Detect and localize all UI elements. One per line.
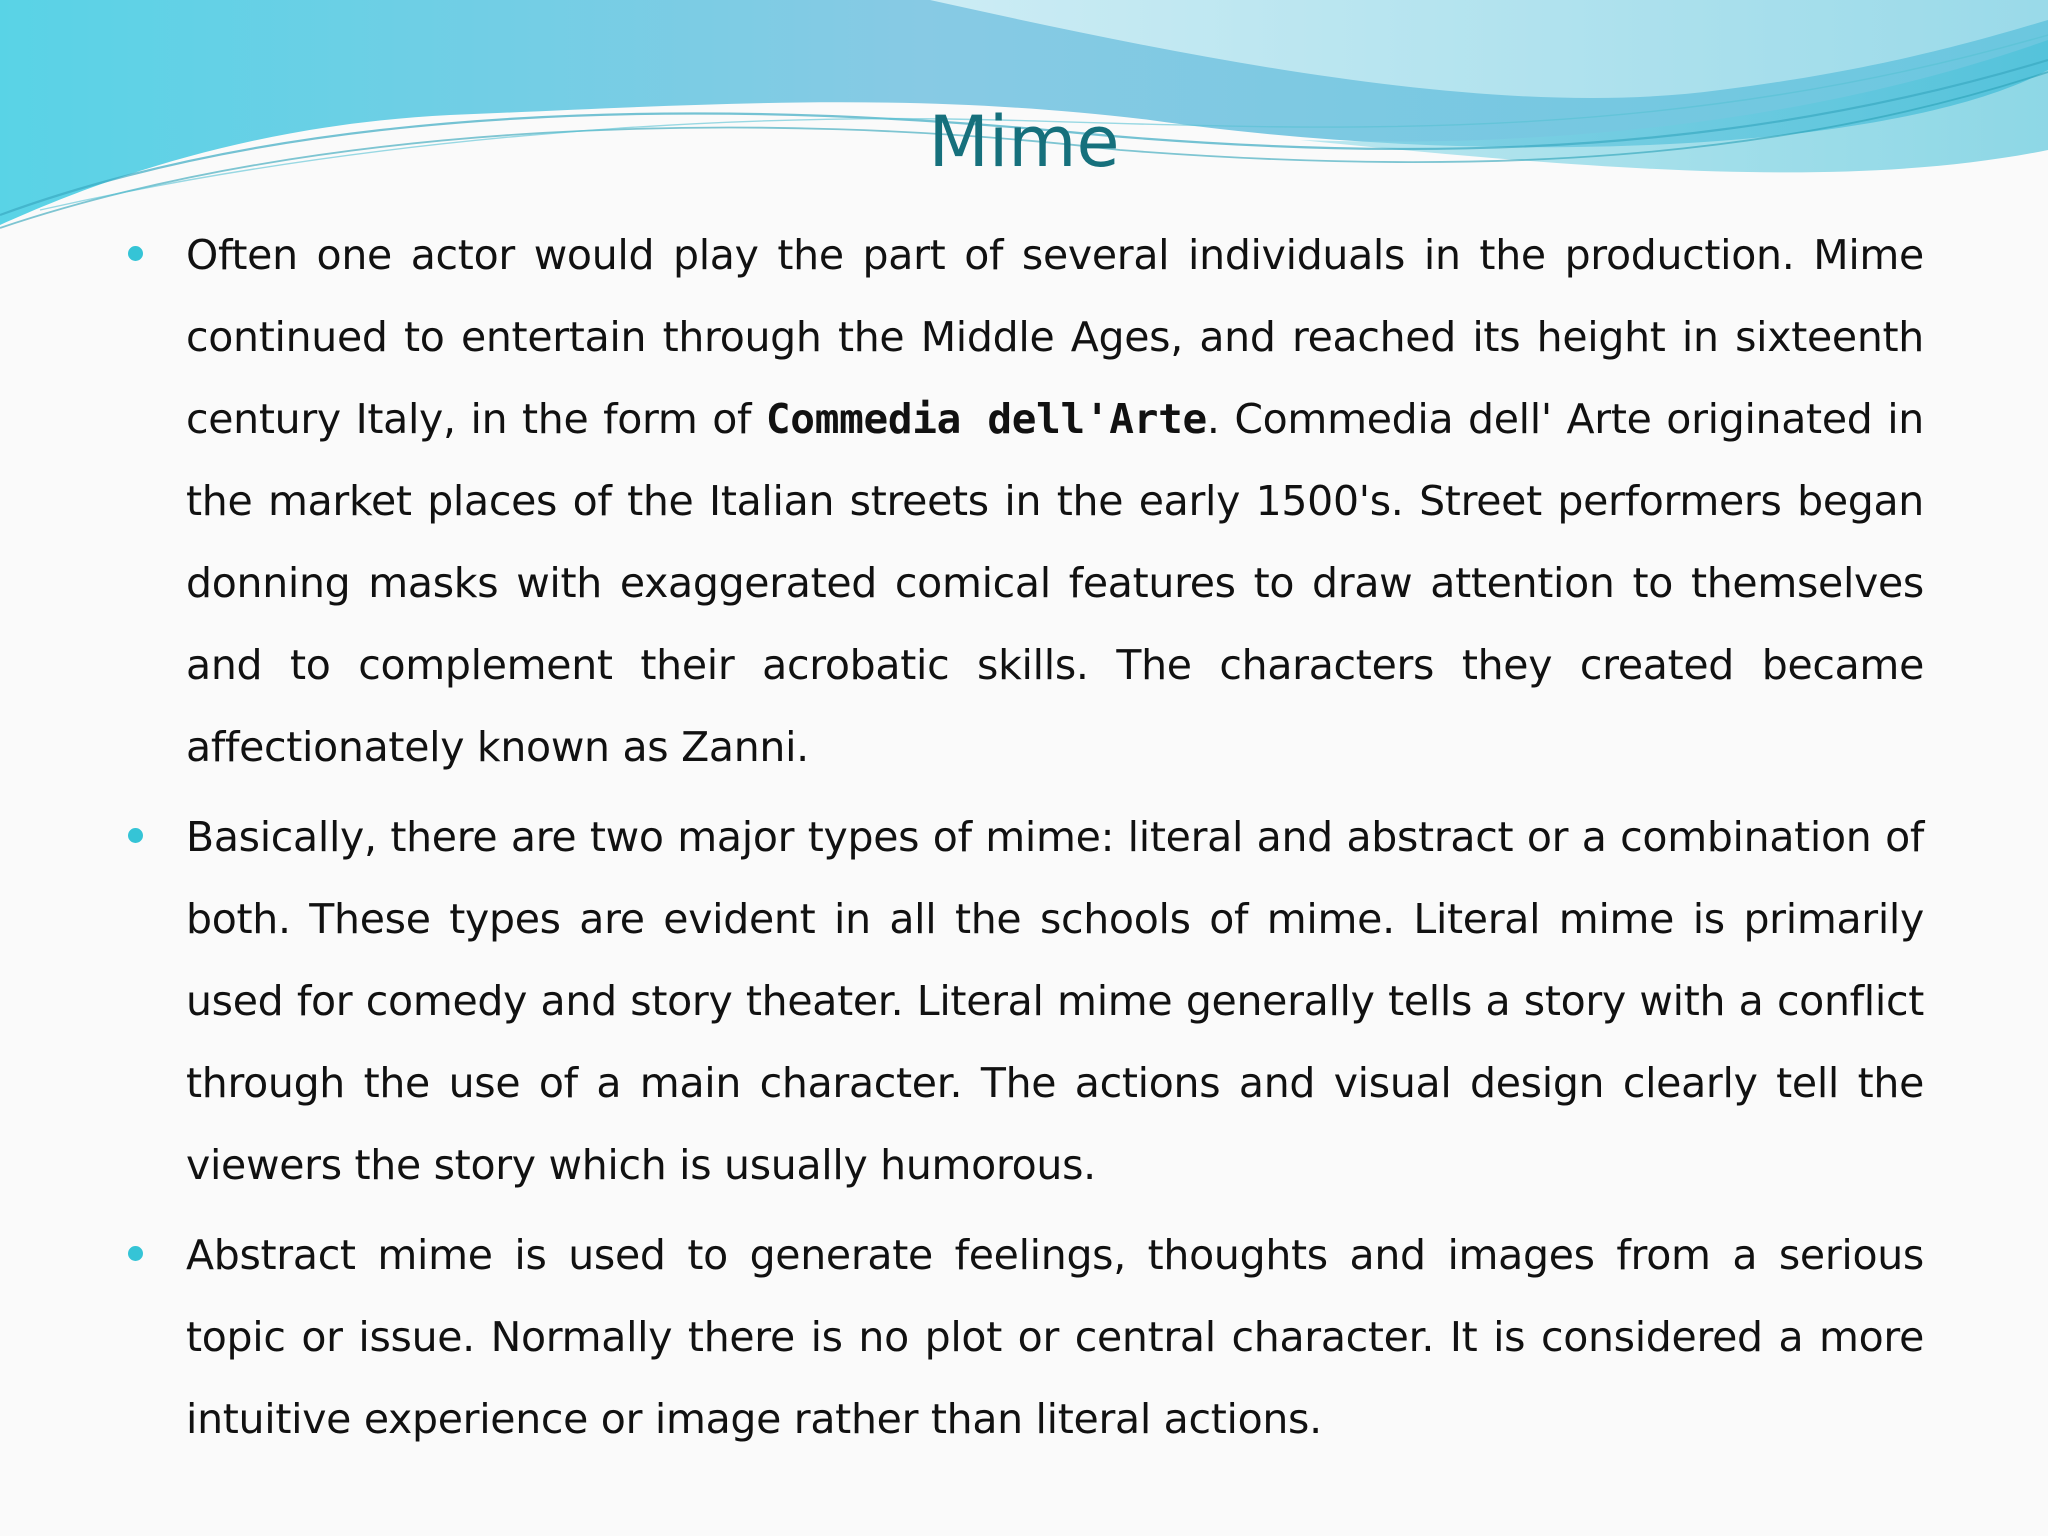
bullet-item xyxy=(120,214,1924,788)
bullet-text-part: . Commedia dell' Arte originated in the market places of the Italian streets in the early 1500's. Street performers began donning masks with exaggerated comical features to draw attention to themselves and to complement their acrobatic skills. The characters they created became affectionately known as Zanni. xyxy=(186,395,1924,771)
bullet-text: Abstract mime is used to generate feelings, thoughts and images from a serious topic or issue. Normally there is no plot or central character. It is considered a more intuitive experience or image rather than literal actions. xyxy=(186,1231,1924,1443)
bold-term: Commedia dell'Arte xyxy=(765,395,1207,443)
bullet-dot-icon xyxy=(128,828,143,843)
bullet-item xyxy=(120,796,1924,1206)
bullet-item xyxy=(120,1214,1924,1460)
bullet-dot-icon xyxy=(128,1246,143,1261)
slide-title: Mime xyxy=(928,101,1120,183)
bullet-text-part: Often one actor would play the part of several individuals in the production. Mime continued to entertain through the Middle Ages, and reached its height in sixteenth century Italy, in the form of xyxy=(186,231,1924,443)
bullet-text: Basically, there are two major types of mime: literal and abstract or a combination of both. These types are evident in all the schools of mime. Literal mime is primarily used for comedy and story theater. Literal mime generally tells a story with a conflict through the use of a main character. The actions and visual design clearly tell the viewers the story which is usually humorous. xyxy=(186,813,1924,1189)
bullet-text xyxy=(186,214,1924,788)
bullet-dot-icon xyxy=(128,246,143,261)
bullet-list xyxy=(120,214,1924,1468)
